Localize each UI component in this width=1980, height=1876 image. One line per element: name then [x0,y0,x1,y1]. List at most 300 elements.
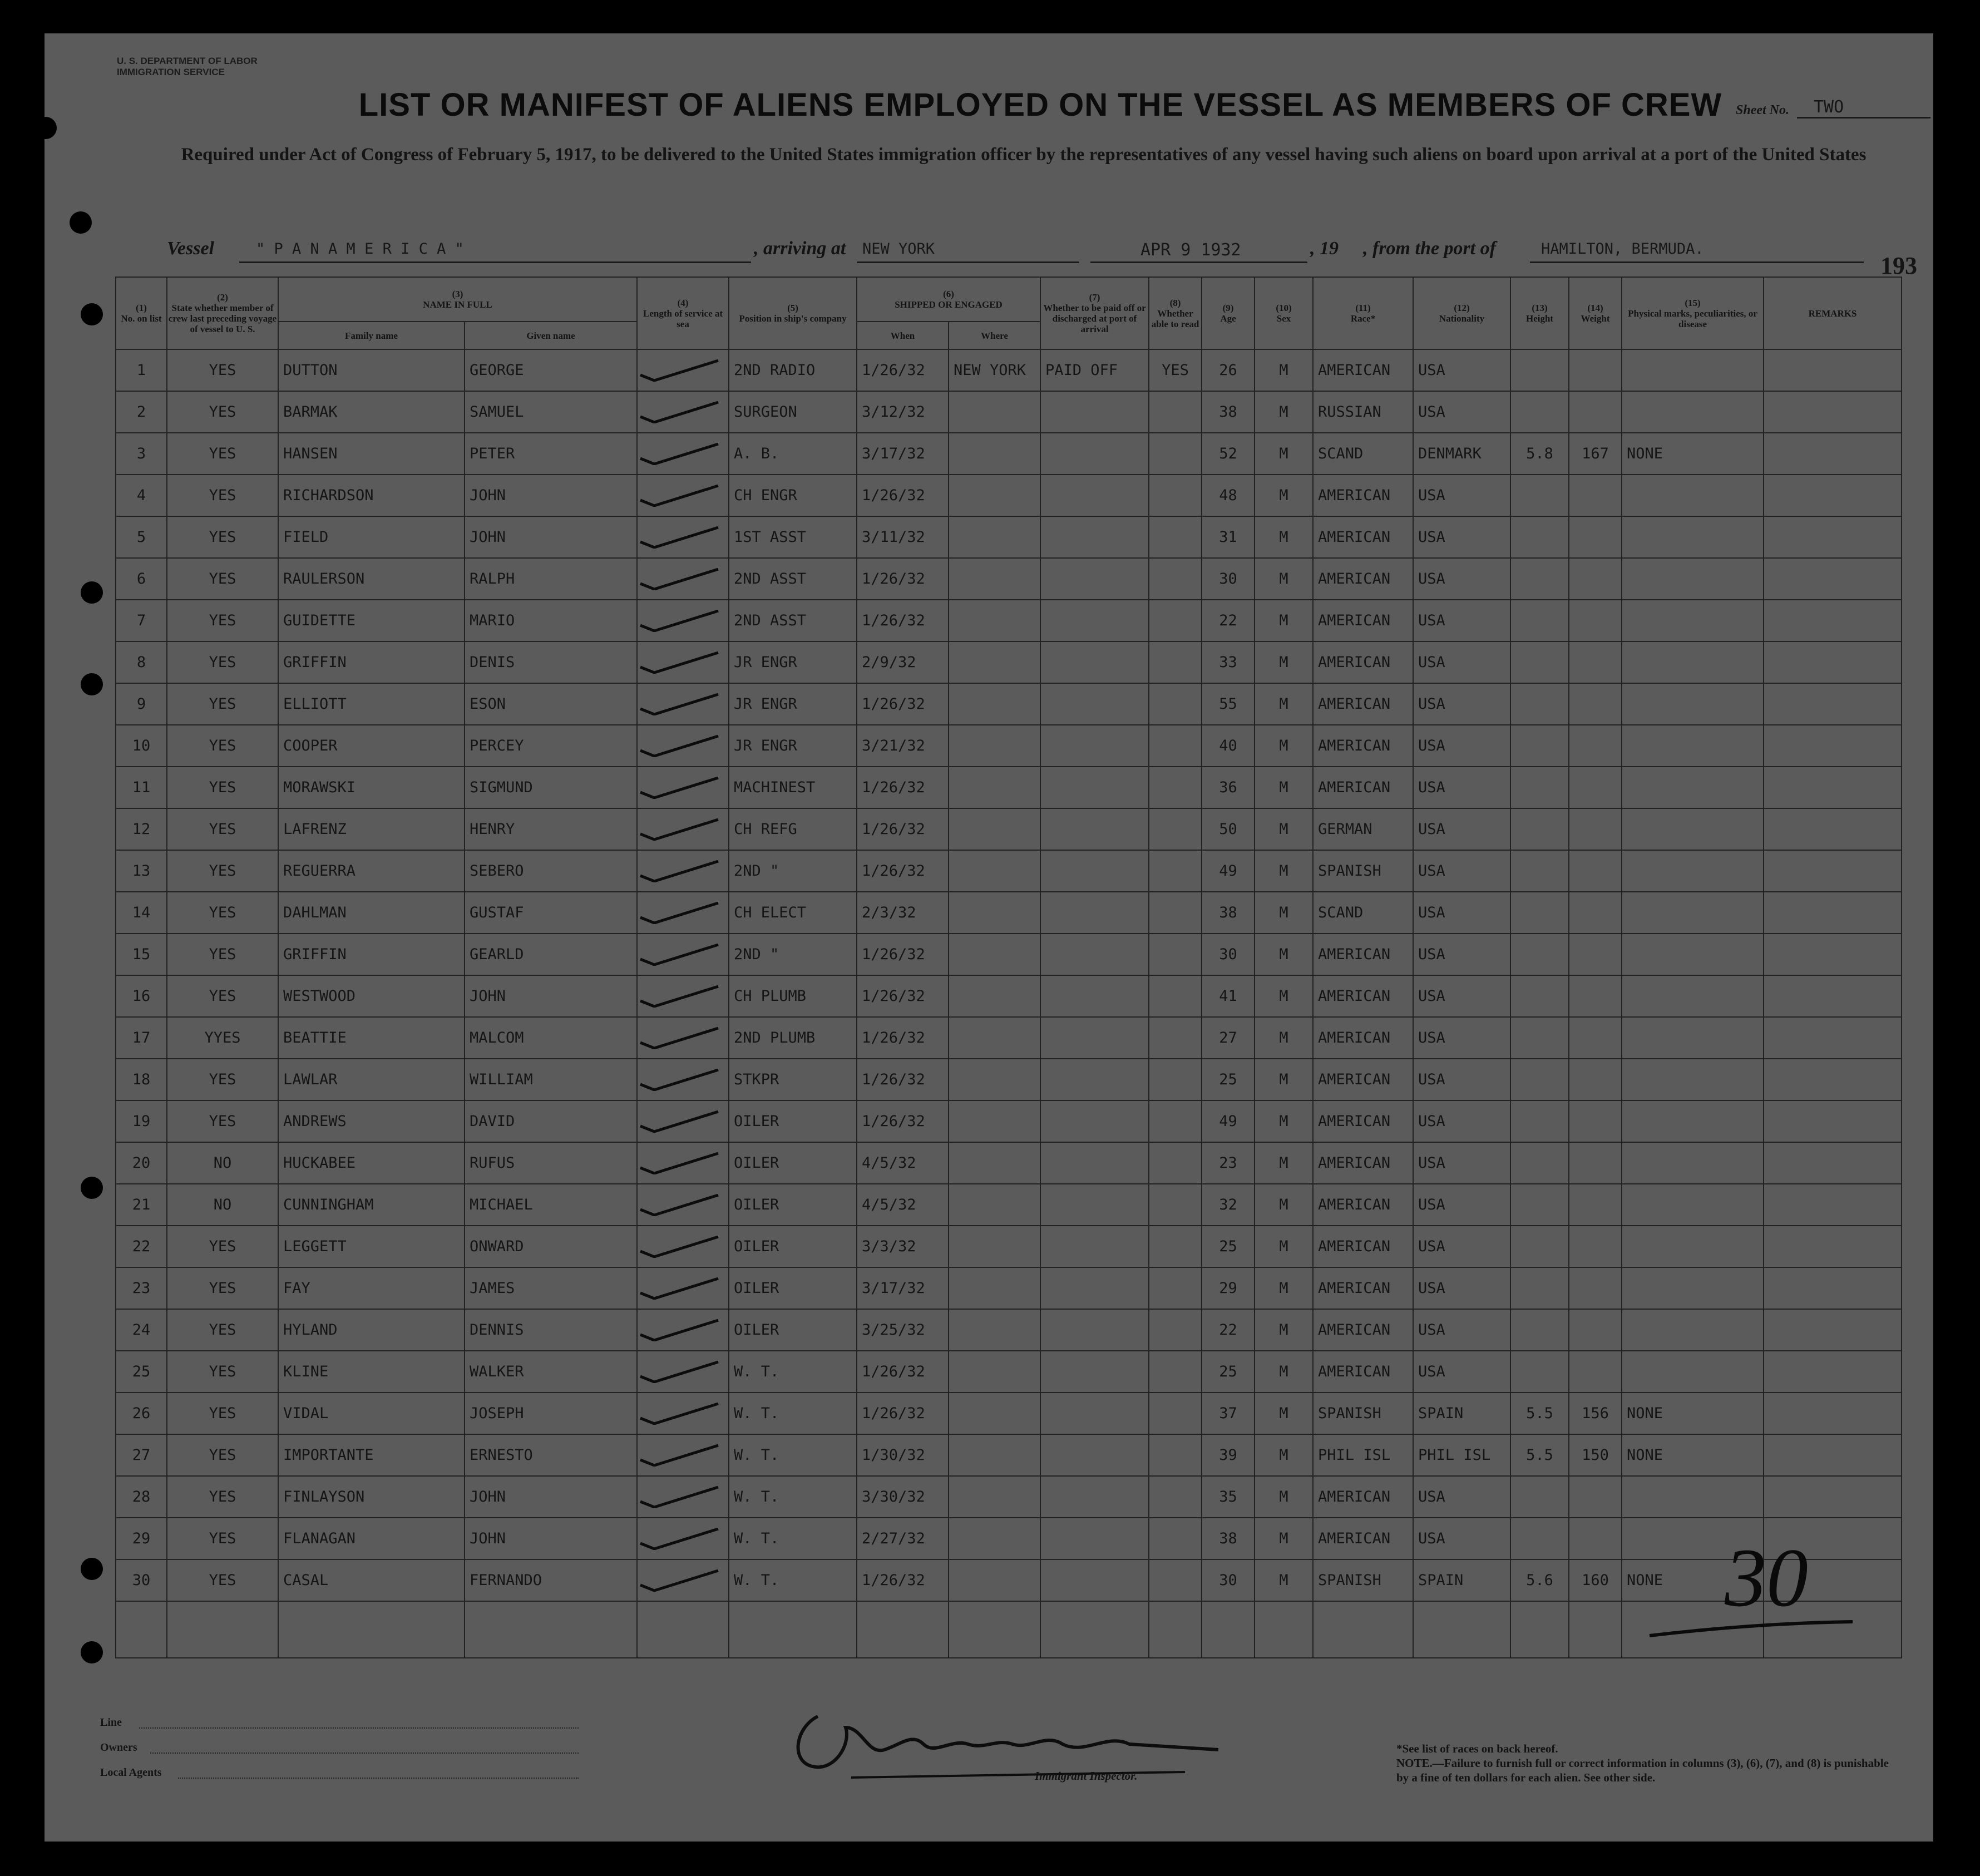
cell-family-name: BARMAK [278,391,465,433]
cell-row-number: 12 [116,808,167,850]
col-no-header: (1) No. on list [116,277,167,349]
cell-shipped-where [949,683,1040,725]
cell-sex: M [1255,975,1313,1017]
cell-given-name: ONWARD [465,1226,637,1267]
cell-prev-voyage: YES [167,1518,278,1559]
checkmark-icon [638,1110,721,1133]
cell-position: JR ENGR [729,683,857,725]
cell-remarks [1764,600,1902,641]
cell-paid-off [1040,683,1149,725]
cell-weight: 160 [1569,1559,1622,1601]
inspector-signature [784,1694,1252,1800]
cell-paid-off [1040,516,1149,558]
table-row [116,683,1902,725]
cell-shipped-when: 1/26/32 [857,808,949,850]
cell-remarks [1764,683,1902,725]
cell-sex: M [1255,475,1313,516]
cell-prev-voyage: YES [167,1309,278,1351]
cell-weight [1569,516,1622,558]
cell-row-number: 9 [116,683,167,725]
cell-shipped-where [949,975,1040,1017]
cell-remarks [1764,850,1902,892]
cell-row-number: 19 [116,1100,167,1142]
cell-paid-off [1040,934,1149,975]
checkmark-icon [638,985,721,1008]
cell-nationality: USA [1413,892,1510,934]
cell-blank [465,1601,637,1658]
inspector-label: Immigrant Inspector. [1035,1769,1138,1783]
cell-shipped-when: 1/26/32 [857,600,949,641]
penalty-note: NOTE.—Failure to furnish full or correct information in columns (3), (6), (7), and (8) is punishable by a fine of ten dollars for each alien. See other side. [1396,1756,1889,1784]
cell-remarks [1764,1184,1902,1226]
cell-service-check [637,850,729,892]
arriving-port: NEW YORK [862,240,935,258]
cell-shipped-when: 1/26/32 [857,767,949,808]
cell-physical-marks: NONE [1622,1434,1764,1476]
cell-blank [1149,1601,1202,1658]
cell-position: JR ENGR [729,641,857,683]
cell-height [1510,1226,1569,1267]
table-row [116,934,1902,975]
cell-shipped-when: 1/26/32 [857,558,949,600]
cell-row-number: 24 [116,1309,167,1351]
vessel-name: " P A N A M E R I C A " [256,240,464,258]
cell-family-name: GRIFFIN [278,641,465,683]
year-label: , 19 [1310,238,1339,259]
cell-nationality: USA [1413,1100,1510,1142]
table-row [116,1226,1902,1267]
cell-paid-off [1040,1017,1149,1059]
cell-physical-marks [1622,1059,1764,1100]
sheet-label: Sheet No. [1736,103,1789,117]
cell-shipped-where [949,1559,1040,1601]
cell-position: 1ST ASST [729,516,857,558]
cell-position: W. T. [729,1351,857,1393]
col-age-header: (9) Age [1202,277,1255,349]
cell-nationality: USA [1413,516,1510,558]
cell-weight [1569,1184,1622,1226]
cell-height [1510,391,1569,433]
cell-service-check [637,1142,729,1184]
cell-able-to-read [1149,1267,1202,1309]
cell-paid-off: PAID OFF [1040,349,1149,391]
col-name-header: (3) NAME IN FULL [278,277,637,322]
cell-weight [1569,725,1622,767]
cell-blank [1413,1601,1510,1658]
sheet-number: TWO [1797,97,1930,119]
checkmark-icon [638,526,721,549]
cell-nationality: SPAIN [1413,1393,1510,1434]
cell-prev-voyage: YES [167,767,278,808]
cell-physical-marks [1622,808,1764,850]
table-row [116,349,1902,391]
cell-able-to-read [1149,767,1202,808]
cell-prev-voyage: YES [167,475,278,516]
table-row [116,391,1902,433]
cell-height [1510,767,1569,808]
cell-prev-voyage: YES [167,1267,278,1309]
cell-paid-off [1040,767,1149,808]
cell-age: 29 [1202,1267,1255,1309]
cell-prev-voyage: YES [167,433,278,475]
cell-shipped-when: 1/26/32 [857,1017,949,1059]
cell-family-name: HANSEN [278,433,465,475]
cell-shipped-where [949,1476,1040,1518]
cell-shipped-where [949,1100,1040,1142]
cell-prev-voyage: YES [167,683,278,725]
col-where-header: Where [949,322,1040,349]
cell-service-check [637,600,729,641]
cell-paid-off [1040,1559,1149,1601]
cell-nationality: USA [1413,1351,1510,1393]
cell-row-number: 10 [116,725,167,767]
cell-nationality: USA [1413,391,1510,433]
cell-height [1510,1184,1569,1226]
cell-row-number: 4 [116,475,167,516]
cell-service-check [637,1351,729,1393]
cell-physical-marks [1622,1267,1764,1309]
cell-family-name: BEATTIE [278,1017,465,1059]
cell-prev-voyage: YES [167,975,278,1017]
cell-race: AMERICAN [1313,1351,1413,1393]
cell-shipped-where [949,1393,1040,1434]
cell-age: 39 [1202,1434,1255,1476]
cell-prev-voyage: YES [167,1476,278,1518]
cell-able-to-read [1149,391,1202,433]
cell-nationality: USA [1413,1309,1510,1351]
cell-blank [1255,1601,1313,1658]
cell-height [1510,600,1569,641]
cell-physical-marks [1622,600,1764,641]
checkmark-icon [638,485,721,507]
cell-nationality: USA [1413,1226,1510,1267]
col-remarks-header: REMARKS [1764,277,1902,349]
cell-position: STKPR [729,1059,857,1100]
checkmark-icon [638,902,721,924]
cell-paid-off [1040,1226,1149,1267]
cell-position: CH PLUMB [729,975,857,1017]
cell-prev-voyage: YES [167,641,278,683]
table-row [116,516,1902,558]
cell-given-name: GEORGE [465,349,637,391]
cell-shipped-where [949,1309,1040,1351]
cell-shipped-when: 1/26/32 [857,850,949,892]
cell-sex: M [1255,349,1313,391]
cell-age: 38 [1202,391,1255,433]
cell-physical-marks [1622,1309,1764,1351]
cell-physical-marks: NONE [1622,433,1764,475]
cell-service-check [637,1393,729,1434]
cell-age: 49 [1202,850,1255,892]
cell-physical-marks [1622,892,1764,934]
cell-given-name: GEARLD [465,934,637,975]
cell-race: AMERICAN [1313,1518,1413,1559]
binder-hole [81,303,103,325]
cell-age: 33 [1202,641,1255,683]
cell-weight [1569,892,1622,934]
cell-age: 49 [1202,1100,1255,1142]
cell-race: SCAND [1313,433,1413,475]
checkmark-icon [638,944,721,966]
table-row [116,600,1902,641]
cell-age: 30 [1202,1559,1255,1601]
table-body [116,349,1902,1658]
cell-prev-voyage: YES [167,349,278,391]
checkmark-icon [638,1069,721,1091]
cell-paid-off [1040,641,1149,683]
cell-shipped-when: 4/5/32 [857,1184,949,1226]
cell-position: W. T. [729,1393,857,1434]
cell-age: 38 [1202,892,1255,934]
cell-service-check [637,1017,729,1059]
cell-blank [729,1601,857,1658]
cell-height: 5.5 [1510,1434,1569,1476]
cell-race: AMERICAN [1313,1267,1413,1309]
cell-service-check [637,892,729,934]
cell-nationality: USA [1413,767,1510,808]
cell-height: 5.5 [1510,1393,1569,1434]
cell-service-check [637,934,729,975]
cell-blank [1510,1601,1569,1658]
cell-able-to-read [1149,1309,1202,1351]
cell-row-number: 30 [116,1559,167,1601]
cell-given-name: SAMUEL [465,391,637,433]
cell-physical-marks: NONE [1622,1559,1764,1601]
cell-shipped-where [949,1226,1040,1267]
cell-paid-off [1040,558,1149,600]
cell-nationality: USA [1413,975,1510,1017]
cell-shipped-when: 3/12/32 [857,391,949,433]
table-row [116,558,1902,600]
cell-row-number: 26 [116,1393,167,1434]
table-row [116,1351,1902,1393]
cell-given-name: JAMES [465,1267,637,1309]
cell-shipped-where [949,1434,1040,1476]
cell-shipped-where [949,808,1040,850]
table-row [116,1017,1902,1059]
page-number: 193 [1880,252,1917,279]
cell-age: 31 [1202,516,1255,558]
footer-notes [1396,1741,1897,1785]
agency-stamp: U. S. DEPARTMENT OF LABOR IMMIGRATION SERVICE [117,56,258,77]
cell-nationality: USA [1413,1184,1510,1226]
cell-race: AMERICAN [1313,934,1413,975]
cell-shipped-when: 1/26/32 [857,1559,949,1601]
checkmark-icon [638,1319,721,1341]
binder-hole [70,211,92,234]
cell-height [1510,349,1569,391]
cell-remarks [1764,1059,1902,1100]
cell-weight: 167 [1569,433,1622,475]
vessel-line [145,234,1869,265]
binder-hole [34,117,57,139]
cell-row-number: 20 [116,1142,167,1184]
cell-weight [1569,391,1622,433]
cell-weight [1569,767,1622,808]
cell-age: 52 [1202,433,1255,475]
cell-nationality: USA [1413,1267,1510,1309]
cell-shipped-when: 3/11/32 [857,516,949,558]
cell-remarks [1764,558,1902,600]
cell-blank [278,1601,465,1658]
table-row [116,1267,1902,1309]
col-read-header: (8) Whether able to read [1149,277,1202,349]
cell-able-to-read [1149,558,1202,600]
cell-service-check [637,767,729,808]
cell-family-name: DUTTON [278,349,465,391]
cell-nationality: USA [1413,1059,1510,1100]
cell-prev-voyage: YES [167,808,278,850]
cell-sex: M [1255,808,1313,850]
cell-service-check [637,1267,729,1309]
cell-race: AMERICAN [1313,767,1413,808]
cell-paid-off [1040,1267,1149,1309]
manifest-page [45,33,1933,1842]
cell-paid-off [1040,892,1149,934]
cell-remarks [1764,475,1902,516]
cell-able-to-read [1149,1059,1202,1100]
cell-physical-marks [1622,683,1764,725]
cell-weight [1569,558,1622,600]
cell-able-to-read [1149,975,1202,1017]
cell-weight [1569,1059,1622,1100]
cell-given-name: MICHAEL [465,1184,637,1226]
cell-service-check [637,1518,729,1559]
cell-able-to-read [1149,725,1202,767]
cell-service-check [637,391,729,433]
cell-sex: M [1255,850,1313,892]
cell-given-name: MALCOM [465,1017,637,1059]
cell-paid-off [1040,975,1149,1017]
cell-prev-voyage: YES [167,1226,278,1267]
cell-paid-off [1040,1184,1149,1226]
cell-nationality: USA [1413,683,1510,725]
cell-age: 30 [1202,934,1255,975]
cell-nationality: SPAIN [1413,1559,1510,1601]
cell-height: 5.8 [1510,433,1569,475]
cell-race: AMERICAN [1313,516,1413,558]
cell-service-check [637,975,729,1017]
cell-prev-voyage: YES [167,1393,278,1434]
cell-prev-voyage: YES [167,600,278,641]
cell-service-check [637,1559,729,1601]
cell-row-number: 16 [116,975,167,1017]
cell-race: RUSSIAN [1313,391,1413,433]
cell-able-to-read [1149,1351,1202,1393]
cell-remarks [1764,391,1902,433]
cell-prev-voyage: YES [167,850,278,892]
agents-label: Local Agents [100,1766,162,1779]
cell-shipped-where [949,1184,1040,1226]
cell-remarks [1764,934,1902,975]
cell-age: 40 [1202,725,1255,767]
cell-remarks [1764,892,1902,934]
cell-given-name: JOHN [465,1518,637,1559]
cell-able-to-read: YES [1149,349,1202,391]
cell-family-name: LAWLAR [278,1059,465,1100]
cell-nationality: USA [1413,349,1510,391]
cell-age: 22 [1202,1309,1255,1351]
blank-row [116,1601,1902,1658]
cell-paid-off [1040,391,1149,433]
cell-weight [1569,1142,1622,1184]
cell-weight [1569,349,1622,391]
table-row [116,641,1902,683]
cell-race: GERMAN [1313,808,1413,850]
table-row [116,475,1902,516]
table-row [116,975,1902,1017]
cell-shipped-when: 4/5/32 [857,1142,949,1184]
cell-physical-marks [1622,725,1764,767]
table-row [116,433,1902,475]
cell-nationality: PHIL ISL [1413,1434,1510,1476]
cell-able-to-read [1149,1518,1202,1559]
cell-shipped-where [949,767,1040,808]
cell-nationality: USA [1413,1518,1510,1559]
cell-row-number: 25 [116,1351,167,1393]
cell-able-to-read [1149,1017,1202,1059]
cell-shipped-where [949,892,1040,934]
cell-able-to-read [1149,1559,1202,1601]
cell-service-check [637,516,729,558]
checkmark-icon [638,860,721,882]
cell-position: OILER [729,1267,857,1309]
cell-position: W. T. [729,1434,857,1476]
binder-hole [81,1558,103,1580]
cell-height [1510,1518,1569,1559]
cell-able-to-read [1149,600,1202,641]
cell-given-name: ESON [465,683,637,725]
cell-able-to-read [1149,433,1202,475]
cell-row-number: 17 [116,1017,167,1059]
checkmark-icon [638,1152,721,1174]
checkmark-icon [638,777,721,799]
cell-sex: M [1255,641,1313,683]
total-count: 30 [1725,1532,1808,1624]
cell-able-to-read [1149,1100,1202,1142]
cell-family-name: COOPER [278,725,465,767]
cell-paid-off [1040,808,1149,850]
cell-given-name: JOHN [465,975,637,1017]
checkmark-icon [638,735,721,757]
cell-shipped-when: 3/17/32 [857,433,949,475]
cell-race: AMERICAN [1313,725,1413,767]
cell-age: 35 [1202,1476,1255,1518]
cell-row-number: 15 [116,934,167,975]
cell-sex: M [1255,892,1313,934]
cell-service-check [637,1059,729,1100]
cell-physical-marks [1622,934,1764,975]
cell-nationality: DENMARK [1413,433,1510,475]
cell-position: 2ND " [729,934,857,975]
cell-race: AMERICAN [1313,683,1413,725]
from-label: , from the port of [1363,238,1496,259]
cell-sex: M [1255,1518,1313,1559]
cell-sex: M [1255,433,1313,475]
vessel-label: Vessel [167,238,214,259]
cell-blank [857,1601,949,1658]
cell-height [1510,1476,1569,1518]
cell-sex: M [1255,558,1313,600]
from-port: HAMILTON, BERMUDA. [1541,240,1704,258]
cell-service-check [637,808,729,850]
table-row [116,1476,1902,1518]
cell-remarks [1764,1226,1902,1267]
cell-physical-marks [1622,767,1764,808]
cell-weight [1569,1267,1622,1309]
col-paid-header: (7) Whether to be paid off or discharged at port of arrival [1040,277,1149,349]
cell-sex: M [1255,1017,1313,1059]
